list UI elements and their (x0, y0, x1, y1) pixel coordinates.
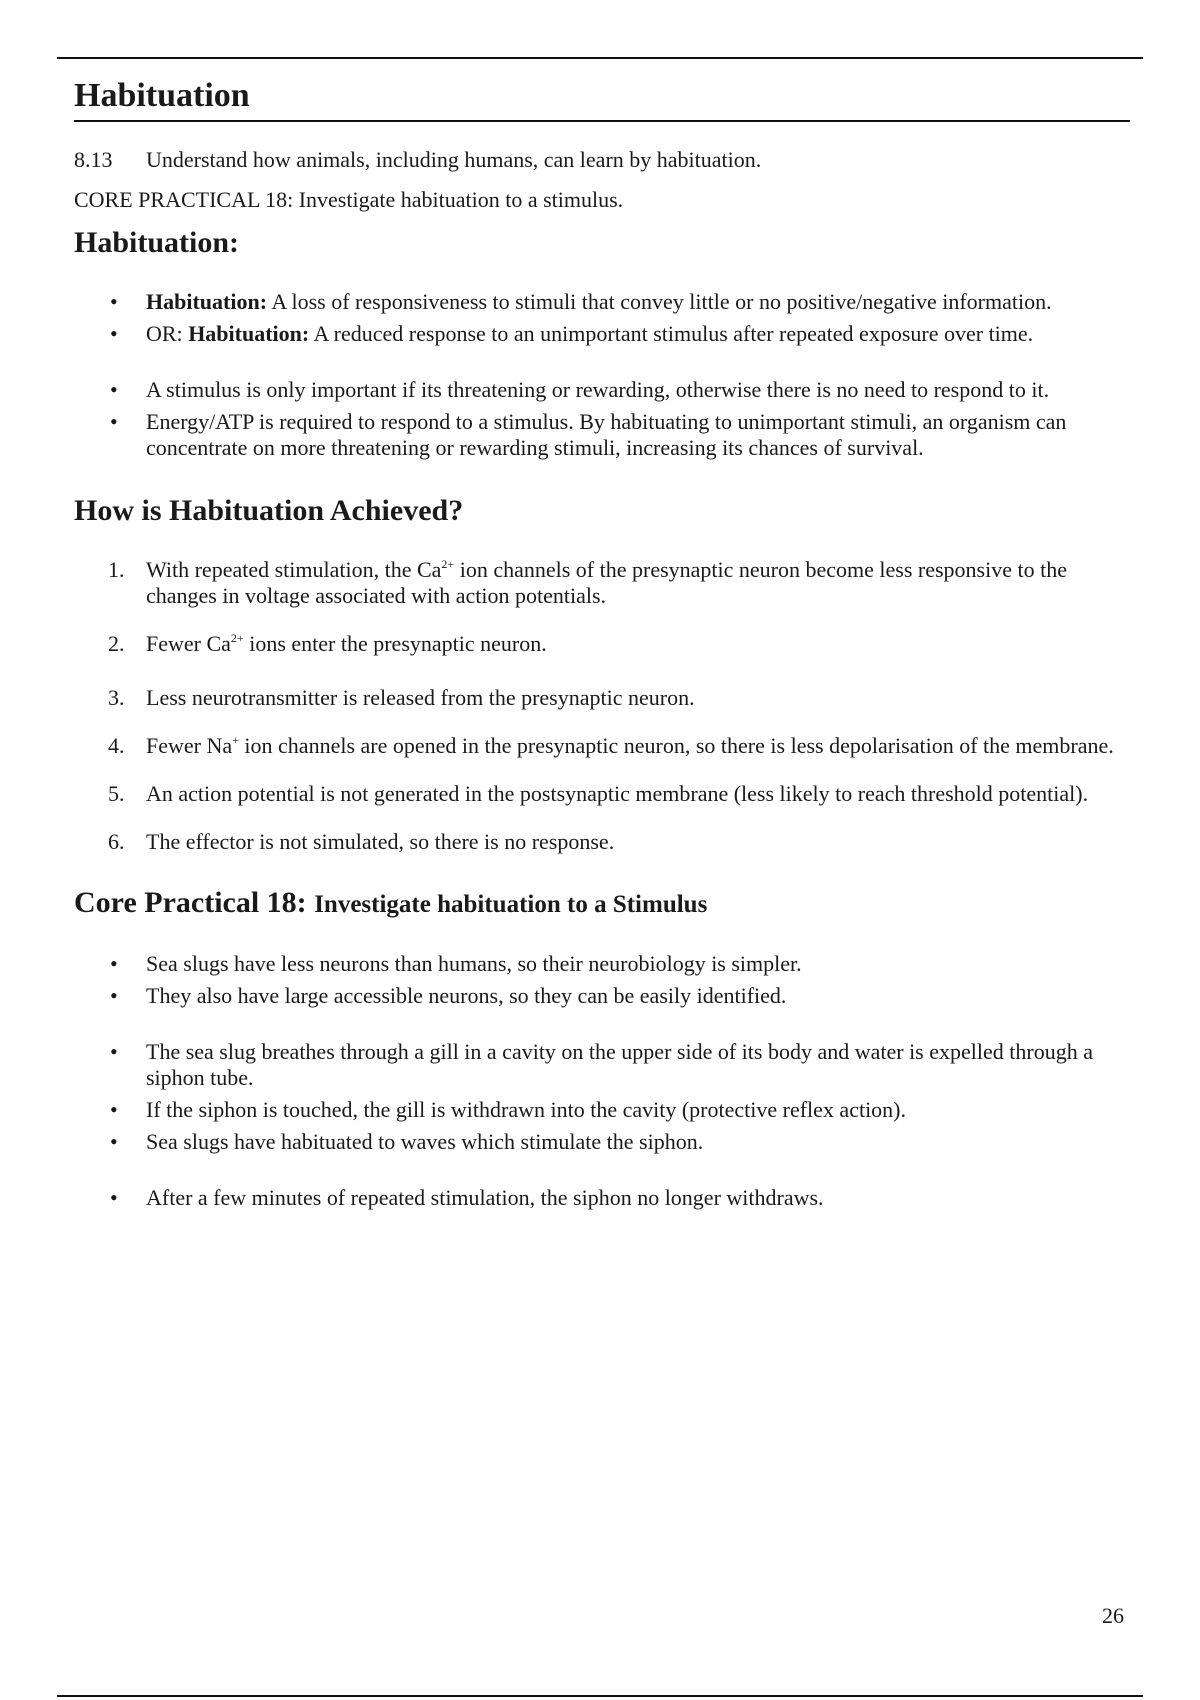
step-number: 6. (108, 829, 125, 854)
list-item (74, 1185, 1134, 1211)
list-item (74, 1097, 1134, 1123)
habituation-definitions-list (74, 289, 1134, 461)
page-title: Habituation (74, 76, 1130, 122)
step-text: With repeated stimulation, the Ca (146, 557, 442, 582)
list-item (74, 685, 1134, 711)
list-item (74, 289, 1134, 315)
list-item-text: After a few minutes of repeated stimulation, the siphon no longer withdraws. (146, 1185, 824, 1210)
list-item-text: The sea slug breathes through a gill in a cavity on the upper side of its body and water is expelled through a siphon tube. (146, 1039, 1093, 1090)
step-text: An action potential is not generated in the postsynaptic membrane (less likely to reach threshold potential). (146, 781, 1089, 806)
term-bold: Habituation: (188, 321, 310, 346)
step-number: 1. (108, 557, 125, 582)
bullet-icon: • (110, 1039, 118, 1064)
step-text: The effector is not simulated, so there is no response. (146, 829, 615, 854)
bullet-icon: • (110, 377, 118, 402)
heading-sub-text: Investigate habituation to a Stimulus (314, 891, 708, 918)
step-number: 5. (108, 781, 125, 806)
list-item (74, 983, 1134, 1009)
list-item (74, 829, 1134, 855)
bottom-rule (57, 1695, 1143, 1697)
spec-text: Understand how animals, including humans, can learn by habituation. (146, 147, 762, 172)
heading-main-text: Core Practical 18: (74, 886, 315, 919)
bullet-icon: • (110, 1185, 118, 1210)
list-item (74, 733, 1134, 759)
list-item (74, 321, 1134, 347)
section-heading-core-practical (74, 885, 1134, 923)
term-bold: Habituation: (146, 289, 268, 314)
spec-number: 8.13 (74, 147, 113, 172)
superscript-charge: 2+ (230, 631, 244, 645)
step-text: Fewer Ca (146, 631, 231, 656)
definition-text: A loss of responsiveness to stimuli that convey little or no positive/negative information. (267, 289, 1052, 314)
list-item-text: A stimulus is only important if its threatening or rewarding, otherwise there is no need to respond to it. (146, 377, 1050, 402)
list-item (74, 1129, 1134, 1155)
core-practical-line: CORE PRACTICAL 18: Investigate habituation to a stimulus. (74, 187, 624, 212)
list-item-text: Sea slugs have habituated to waves which stimulate the siphon. (146, 1129, 704, 1154)
superscript-charge: 2+ (441, 557, 455, 571)
list-item (74, 631, 1134, 657)
list-item (74, 557, 1134, 609)
page-number: 26 (1102, 1603, 1124, 1628)
list-item (74, 409, 1134, 461)
definition-text: A reduced response to an unimportant stimulus after repeated exposure over time. (309, 321, 1034, 346)
page-content (74, 145, 1134, 1211)
step-number: 2. (108, 631, 125, 656)
step-number: 3. (108, 685, 125, 710)
bullet-icon: • (110, 289, 118, 314)
step-text: ion channels of the presynaptic neuron become less responsive to the changes in voltage associated with action potentials. (146, 557, 1067, 608)
section-heading-habituation: Habituation: (74, 226, 240, 259)
habituation-steps-list (74, 557, 1134, 855)
superscript-charge: + (232, 733, 239, 747)
section-heading-how-achieved: How is Habituation Achieved? (74, 494, 464, 527)
list-item (74, 951, 1134, 977)
list-item (74, 781, 1134, 807)
list-item-text: Energy/ATP is required to respond to a stimulus. By habituating to unimportant stimuli, an organism can concentrate on more threatening or rewarding stimuli, increasing its chances of survival. (146, 409, 1067, 460)
bullet-icon: • (110, 1129, 118, 1154)
list-item-text: They also have large accessible neurons, so they can be easily identified. (146, 983, 787, 1008)
bullet-icon: • (110, 983, 118, 1008)
bullet-icon: • (110, 409, 118, 434)
bullet-icon: • (110, 951, 118, 976)
list-item (74, 1039, 1134, 1091)
bullet-icon: • (110, 1097, 118, 1122)
step-text: Fewer Na (146, 733, 233, 758)
step-number: 4. (108, 733, 125, 758)
top-rule (57, 57, 1143, 59)
step-text: Less neurotransmitter is released from the presynaptic neuron. (146, 685, 695, 710)
list-item-text: If the siphon is touched, the gill is withdrawn into the cavity (protective reflex action). (146, 1097, 907, 1122)
bullet-icon: • (110, 321, 118, 346)
step-text: ion channels are opened in the presynaptic neuron, so there is less depolarisation of the membrane. (238, 733, 1114, 758)
prefix-text: OR: (146, 321, 189, 346)
core-practical-list (74, 951, 1134, 1211)
spec-point (74, 145, 1134, 175)
list-item-text: Sea slugs have less neurons than humans, so their neurobiology is simpler. (146, 951, 802, 976)
list-item (74, 377, 1134, 403)
step-text: ions enter the presynaptic neuron. (243, 631, 547, 656)
